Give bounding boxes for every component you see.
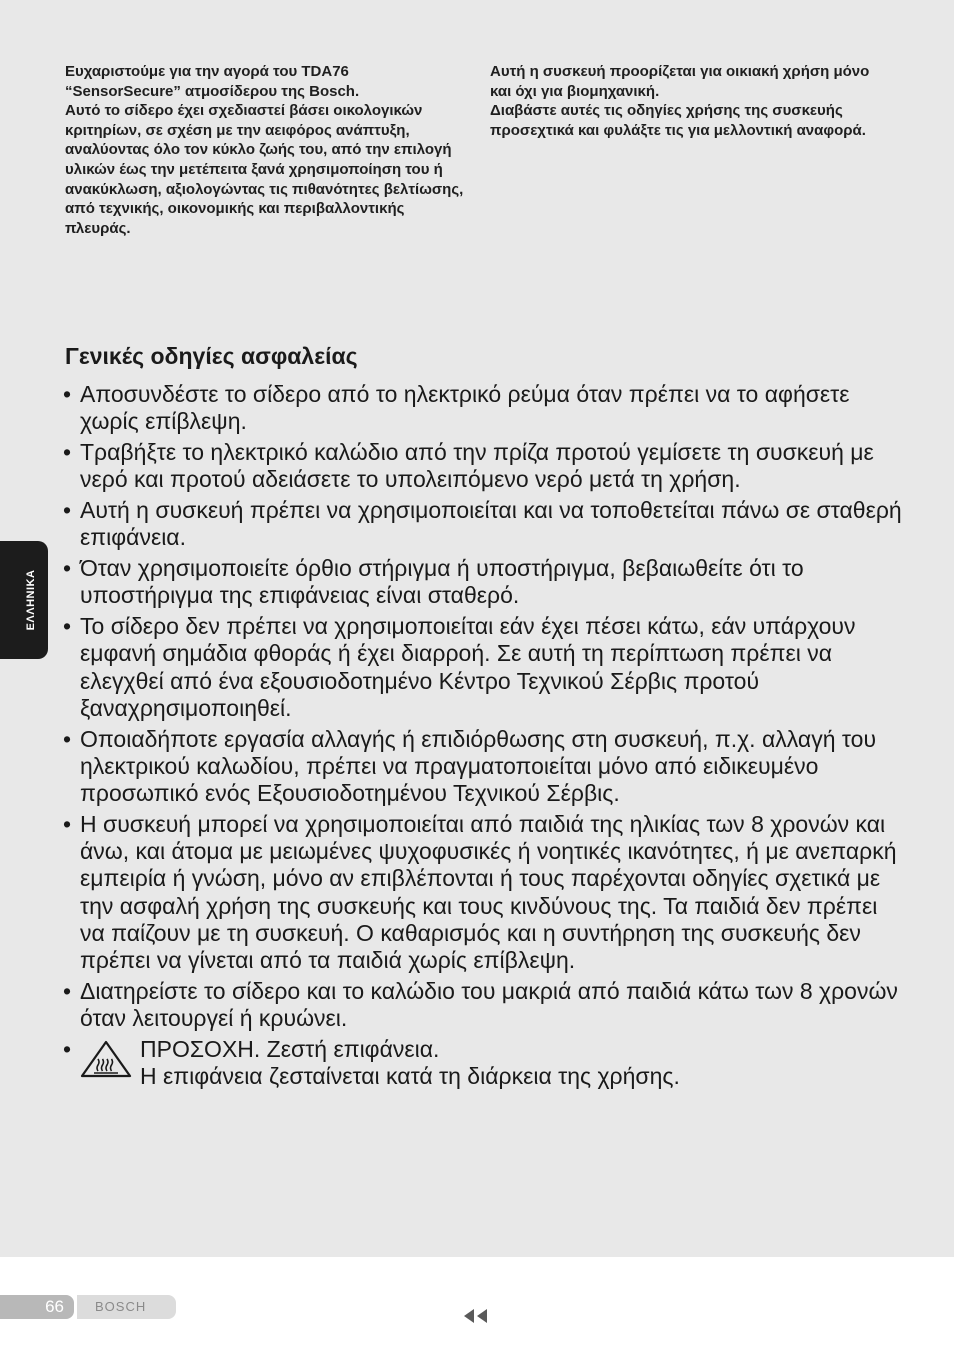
intro-left-column (65, 62, 465, 238)
list-item (63, 613, 903, 722)
bullet-text: Οποιαδήποτε εργασία αλλαγής ή επιδιόρθωσης στη συσκευή, π.χ. αλλαγή του ηλεκτρικού καλωδίου, πρέπει να πραγματοποιείται μόνο από ειδικευμένο προσωπικό ενός Εξουσιοδοτημένου Τεχνικού Σέρβις. (80, 725, 877, 807)
bullet-marker: • (63, 381, 72, 407)
intro-read-instructions-paragraph: Διαβάστε αυτές τις οδηγίες χρήσης της συσκευής προσεχτικά και φυλάξτε τις για μελλοντική αναφορά. (490, 102, 866, 139)
bullet-marker: • (63, 1035, 72, 1062)
list-item (63, 555, 903, 610)
bullet-marker: • (63, 810, 72, 837)
bullet-text: Το σίδερο δεν πρέπει να χρησιμοποιείται εάν έχει πέσει κάτω, εάν υπάρχουν εμφανή σημάδια φθοράς ή έχει διαρροή. Σε αυτή τη περίπτωση πρέπει να ελεγχθεί από ένα εξουσιοδοτημένο Κέντρο Τεχνικού Σέρβις προτού ξαναχρησιμοποιηθεί. (80, 612, 856, 721)
list-item (63, 439, 903, 494)
bullet-text: Διατηρείστε το σίδερο και το καλώδιο του μακριά από παιδιά κάτω των 8 χρονών όταν λειτουργεί ή κρυώνει. (80, 977, 898, 1032)
bullet-text: Όταν χρησιμοποιείτε όρθιο στήριγμα ή υποστήριγμα, βεβαιωθείτε ότι το υποστήριγμα της επιφάνειας είναι σταθερό. (80, 554, 804, 609)
hot-surface-warning-icon (80, 1040, 132, 1078)
intro-eco-paragraph: Αυτό το σίδερο έχει σχεδιαστεί βάσει οικολογικών κριτηρίων, σε σχέση με την αειφόρος ανάπτυξη, αναλύοντας όλο τον κύκλο ζωής του, από την επιλογή υλικών έως την μετέπειτα ξανά χρησιμοποίηση του ή ανακύκλωση, αξιολογώντας τις πιθανότητες βελτίωσης, από τεχνικής, οικονομικής και περιβαλλοντικής πλευράς. (65, 102, 464, 237)
intro-household-paragraph: Αυτή η συσκευή προορίζεται για οικιακή χρήση μόνο και όχι για βιομηχανική. (490, 63, 870, 100)
bullet-marker: • (63, 977, 72, 1004)
safety-bullet-list (63, 381, 903, 1094)
list-item (63, 381, 903, 436)
warning-description: Η επιφάνεια ζεσταίνεται κατά τη διάρκεια της χρήσης. (140, 1063, 680, 1090)
list-item (63, 726, 903, 808)
section-title: Γενικές οδηγίες ασφαλείας (65, 343, 358, 369)
bullet-marker: • (63, 496, 72, 523)
bullet-text: Αυτή η συσκευή πρέπει να χρησιμοποιείται και να τοποθετείται πάνω σε σταθερή επιφάνεια. (80, 496, 902, 551)
language-label: ΕΛΛΗΝΙΚΑ (25, 569, 37, 631)
brand-label: BOSCH (77, 1295, 176, 1319)
list-item (63, 978, 903, 1033)
page-number: 66 (0, 1295, 74, 1319)
intro-thanks-paragraph: Ευχαριστούμε για την αγορά του TDA76 “SensorSecure” ατμοσίδερου της Bosch. (65, 63, 360, 100)
bullet-text: Τραβήξτε το ηλεκτρικό καλώδιο από την πρίζα προτού γεμίσετε τη συσκευή με νερό και προτού αδειάσετε το υπολειπόμενο νερό μετά τη χρήση. (80, 438, 874, 493)
bullet-marker: • (63, 438, 72, 465)
list-item (63, 811, 903, 975)
bullet-text: Η συσκευή μπορεί να χρησιμοποιείται από παιδιά της ηλικίας των 8 χρονών και άνω, και άτομα με μειωμένες ψυχοφυσικές ή νοητικές ικανότητες, ή με ανεπαρκή εμπειρία ή γνώση, μόνο αν επιβλέπονται ή τους παρέχονται οδηγίες σχετικά με την ασφαλή χρήση της συσκευής και τους κινδύνους της. Τα παιδιά δεν πρέπει να παίζουν με τη συσκευή. Ο καθαρισμός και η συντήρηση της συσκευής δεν πρέπει να γίνεται από τα παιδιά χωρίς επίβλεψη. (80, 810, 897, 974)
language-side-tab (0, 541, 48, 659)
warning-item (63, 1036, 903, 1091)
warning-heading: ΠΡΟΣΟΧΗ. Ζεστή επιφάνεια. (140, 1035, 440, 1062)
double-left-arrow-icon[interactable] (462, 1308, 490, 1324)
bullet-marker: • (63, 554, 72, 581)
warning-text (140, 1036, 680, 1091)
intro-right-column (490, 62, 890, 140)
bullet-text: Αποσυνδέστε το σίδερο από το ηλεκτρικό ρεύμα όταν πρέπει να το αφήσετε χωρίς επίβλεψη. (80, 381, 850, 435)
bullet-marker: • (63, 725, 72, 752)
list-item (63, 497, 903, 552)
bullet-marker: • (63, 612, 72, 639)
